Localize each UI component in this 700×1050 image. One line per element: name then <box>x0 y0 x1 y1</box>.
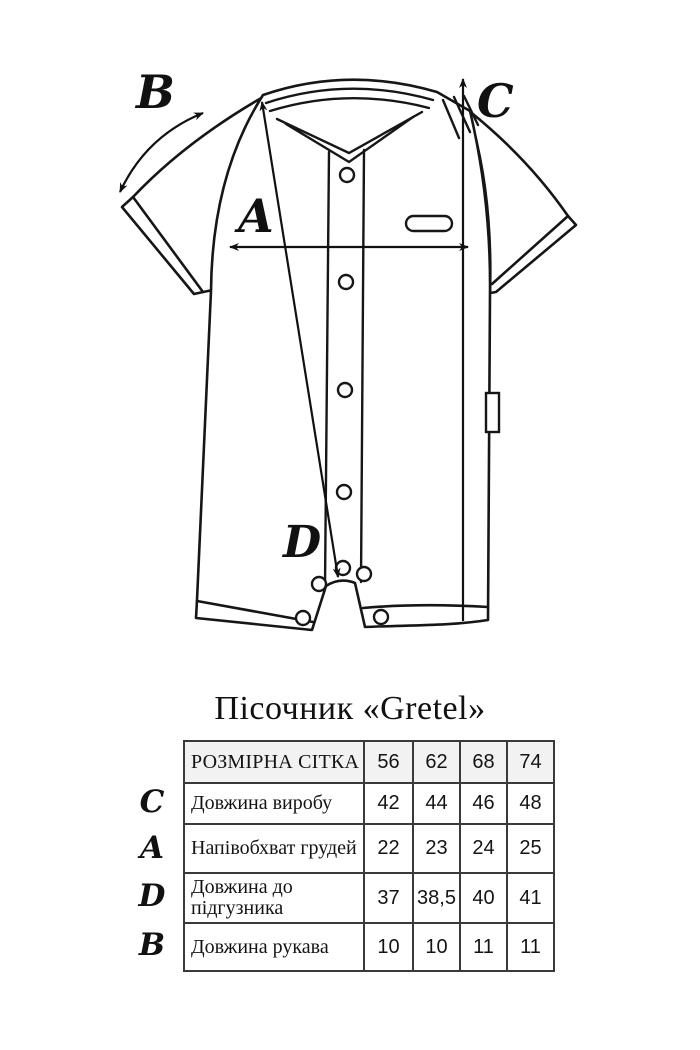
cell-value: 23 <box>413 824 460 873</box>
cell-value: 40 <box>460 873 507 923</box>
row-label: Довжина рукава <box>184 923 364 971</box>
cell-value: 25 <box>507 824 554 873</box>
side-tag <box>486 393 499 432</box>
size-62: 62 <box>413 741 460 783</box>
size-grid-header: РОЗМІРНА СІТКА <box>184 741 364 783</box>
product-title: Пісочник «Gretel» <box>214 690 486 727</box>
cell-value: 46 <box>460 783 507 824</box>
size-74: 74 <box>507 741 554 783</box>
cell-value: 24 <box>460 824 507 873</box>
measure-label-b: B <box>136 65 175 119</box>
cell-value: 22 <box>364 824 413 873</box>
cell-value: 41 <box>507 873 554 923</box>
measure-label-a: A <box>238 189 274 243</box>
table-row-diaper <box>184 873 554 923</box>
size-56: 56 <box>364 741 413 783</box>
row-label: Довжина виробу <box>184 783 364 824</box>
measure-label-d: D <box>283 517 322 568</box>
cell-value: 44 <box>413 783 460 824</box>
body-outline <box>196 80 490 630</box>
size-table <box>183 740 555 972</box>
row-label: Довжина до підгузника <box>184 873 364 923</box>
table-row-length <box>184 783 554 824</box>
table-header-row <box>184 741 554 783</box>
table-row-chest <box>184 824 554 873</box>
size-68: 68 <box>460 741 507 783</box>
row-letter-c: C <box>139 784 165 820</box>
cell-value: 10 <box>413 923 460 971</box>
row-letter-b: B <box>138 927 166 963</box>
cell-value: 38,5 <box>413 873 460 923</box>
table-row-sleeve <box>184 923 554 971</box>
pocket-welt <box>406 216 452 231</box>
cell-value: 42 <box>364 783 413 824</box>
cell-value: 11 <box>460 923 507 971</box>
cell-value: 10 <box>364 923 413 971</box>
cell-value: 37 <box>364 873 413 923</box>
cell-value: 11 <box>507 923 554 971</box>
measure-label-c: C <box>477 74 514 128</box>
cell-value: 48 <box>507 783 554 824</box>
row-label: Напівобхват грудей <box>184 824 364 873</box>
row-letter-a: A <box>139 830 165 866</box>
row-letter-d: D <box>138 878 166 914</box>
